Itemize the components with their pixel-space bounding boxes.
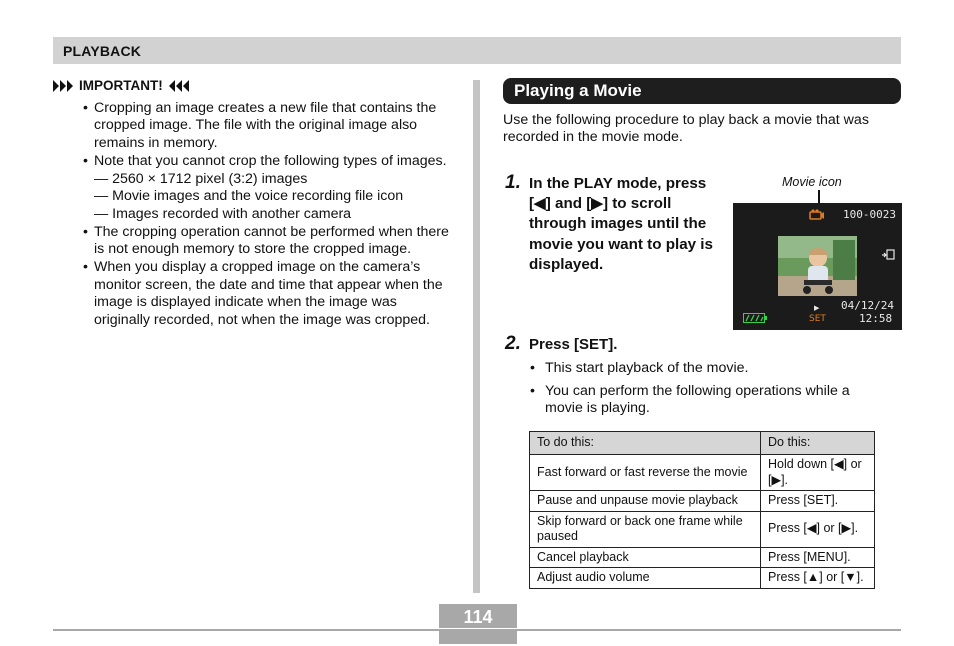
sub-list-item: — Movie images and the voice recording file icon: [94, 188, 404, 205]
sub-list-item: — Images recorded with another camera: [94, 205, 352, 222]
page-number-tab: [439, 631, 517, 644]
table-cell: Skip forward or back one frame while paused: [530, 511, 761, 547]
table-row: [530, 491, 875, 512]
table-cell: Adjust audio volume: [530, 568, 761, 589]
movie-icon: [809, 209, 825, 221]
important-list: [53, 100, 453, 330]
list-item: • This start playback of the movie.: [529, 360, 889, 378]
play-icon: ▶: [814, 305, 820, 312]
step-1-number: 1.: [505, 172, 521, 193]
list-item: • Note that you cannot crop the following types of images. — 2560 × 1712 pixel (3:2) images — Movie images and the voice recording file icon — Images recorded with another camera: [53, 153, 453, 224]
important-section: [53, 77, 453, 330]
section-intro: Use the following procedure to play back a movie that was recorded in the movie mode.: [503, 112, 869, 145]
operations-table: [529, 431, 875, 589]
table-header: Do this:: [761, 432, 875, 455]
step-1-text: In the PLAY mode, press [◀] and [▶] to scroll through images until the movie you want to play is displayed.: [529, 175, 713, 273]
table-header: To do this:: [530, 432, 761, 455]
table-cell: Hold down [◀] or [▶].: [761, 455, 875, 491]
sub-list-item: — 2560 × 1712 pixel (3:2) images: [94, 170, 308, 187]
important-heading: [53, 77, 453, 95]
movie-section: [503, 78, 902, 146]
table-row: [530, 511, 875, 547]
step-2-list: [529, 360, 889, 423]
arrows-left-icon: [167, 80, 189, 92]
screen-date: 04/12/24: [841, 299, 894, 312]
table-row: [530, 547, 875, 568]
table-cell: Press [◀] or [▶].: [761, 511, 875, 547]
set-label: SET: [809, 314, 826, 324]
movie-thumbnail: [778, 236, 857, 296]
table-cell: Cancel playback: [530, 547, 761, 568]
table-cell: Press [MENU].: [761, 547, 875, 568]
header-title: PLAYBACK: [63, 43, 142, 59]
important-label: IMPORTANT!: [79, 78, 163, 93]
list-item: • You can perform the following operations while a movie is playing.: [529, 383, 889, 418]
step-2-number: 2.: [505, 333, 521, 354]
list-item: • Cropping an image creates a new file that contains the cropped image. The file with the original image also remains in memory.: [53, 100, 453, 153]
step-2-text: Press [SET].: [529, 336, 618, 353]
table-cell: Pause and unpause movie playback: [530, 491, 761, 512]
sub-list: [94, 171, 453, 224]
file-number: 100-0023: [843, 208, 896, 221]
page-number: 114: [439, 604, 517, 628]
battery-icon: [743, 313, 767, 323]
screen-time: 12:58: [859, 312, 893, 325]
table-cell: Press [▲] or [▼].: [761, 568, 875, 589]
protect-icon: [881, 249, 895, 260]
table-cell: Fast forward or fast reverse the movie: [530, 455, 761, 491]
list-item: • The cropping operation cannot be performed when there is not enough memory to store the cropped image.: [53, 224, 453, 259]
list-item: • When you display a cropped image on the camera’s monitor screen, the date and time that appear when the image is displayed indicate when the image was originally recorded, not when the image was cropped.: [53, 259, 453, 330]
table-row: [530, 455, 875, 491]
arrows-right-icon: [53, 80, 75, 92]
column-divider: [473, 80, 480, 593]
header-bar: [53, 37, 901, 64]
table-cell: Press [SET].: [761, 491, 875, 512]
section-title: Playing a Movie: [503, 78, 901, 104]
table-header-row: [530, 432, 875, 455]
movie-icon-callout: Movie icon: [782, 175, 842, 189]
camera-screen: [733, 203, 902, 330]
table-row: [530, 568, 875, 589]
